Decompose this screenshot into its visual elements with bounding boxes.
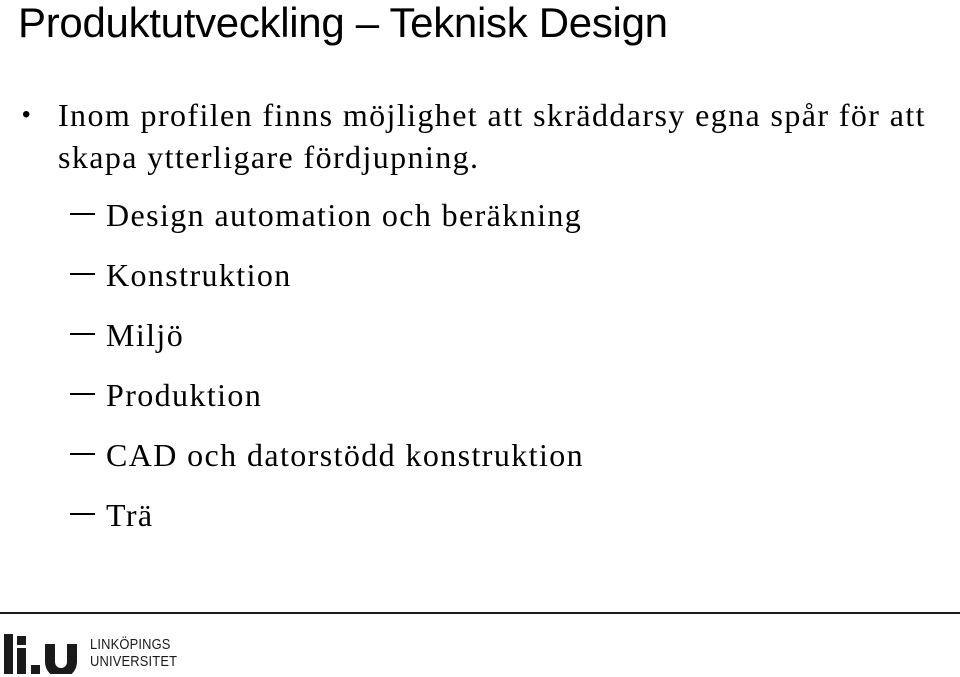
- bullet-dot-icon: •: [22, 101, 32, 128]
- dash-icon: [70, 213, 95, 215]
- logo-line1: LINKÖPINGS: [90, 636, 171, 653]
- slide-title: Produktutveckling – Teknisk Design: [18, 0, 668, 46]
- sub-item: [20, 485, 940, 545]
- sub-list: [20, 185, 940, 545]
- dash-icon: [70, 513, 95, 515]
- sub-item-label: Trä: [106, 497, 154, 533]
- dash-icon: [70, 453, 95, 455]
- bullet-item: [20, 94, 940, 178]
- bullet-text: Inom profilen finns möjlighet att skräddarsy egna spår för att skapa ytterligare fördjupning.: [58, 97, 926, 175]
- sub-item: [20, 365, 940, 425]
- sub-item-label: Konstruktion: [106, 257, 292, 293]
- sub-item: [20, 425, 940, 485]
- logo-text: [90, 636, 177, 670]
- university-logo: [4, 630, 191, 676]
- sub-item-label: Produktion: [106, 377, 263, 413]
- sub-item: [20, 305, 940, 365]
- dash-icon: [70, 273, 95, 275]
- footer-divider: [0, 612, 960, 614]
- bullet-list: [20, 94, 940, 545]
- logo-line2: UNIVERSITET: [90, 653, 178, 670]
- sub-item-label: CAD och datorstödd konstruktion: [106, 437, 585, 473]
- liu-logo-icon: [4, 630, 82, 674]
- sub-item-label: Miljö: [106, 317, 185, 353]
- dash-icon: [70, 393, 95, 395]
- sub-item: [20, 185, 940, 245]
- sub-item-label: Design automation och beräkning: [106, 197, 583, 233]
- sub-item: [20, 245, 940, 305]
- dash-icon: [70, 333, 95, 335]
